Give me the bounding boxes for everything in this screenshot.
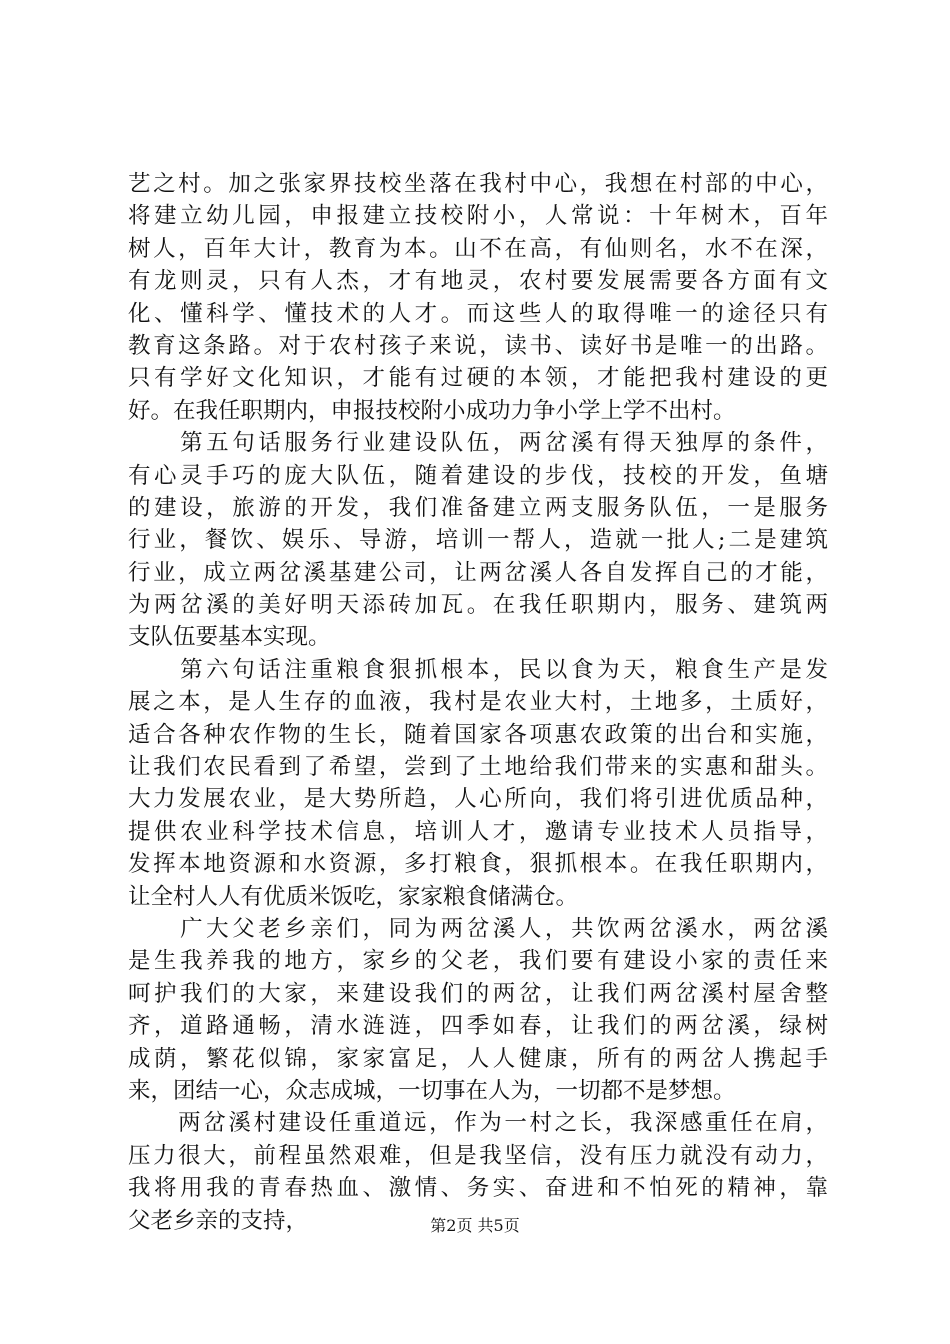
text-line: 让全村人人有优质米饭吃，家家粮食储满仓。 [128, 883, 579, 910]
text-line: 适合各种农作物的生长，随着国家各项惠农政策的出台和实施， [128, 721, 828, 748]
text-line: 好。在我任职期内，申报技校附小成功力争小学上学不出村。 [128, 397, 736, 424]
text-line: 两岔溪村建设任重道远，作为一村之长，我深感重任在肩， [128, 1110, 828, 1137]
text-line: 第五句话服务行业建设队伍，两岔溪有得天独厚的条件， [128, 430, 828, 457]
text-line: 压力很大，前程虽然艰难，但是我坚信，没有压力就没有动力， [128, 1142, 828, 1169]
text-line: 有心灵手巧的庞大队伍，随着建设的步伐，技校的开发，鱼塘 [128, 462, 828, 489]
text-line: 提供农业科学技术信息，培训人才，邀请专业技术人员指导， [128, 818, 828, 845]
text-line: 的建设，旅游的开发，我们准备建立两支服务队伍，一是服务 [128, 494, 828, 521]
text-line: 大力发展农业，是大势所趋，人心所向，我们将引进优质品种， [128, 786, 828, 813]
text-line: 广大父老乡亲们，同为两岔溪人，共饮两岔溪水，两岔溪 [128, 915, 828, 942]
text-line: 教育这条路。对于农村孩子来说，读书、读好书是唯一的出路。 [128, 332, 828, 359]
text-line: 让我们农民看到了希望，尝到了土地给我们带来的实惠和甜头。 [128, 754, 828, 781]
text-line: 齐，道路通畅，清水涟涟，四季如春，让我们的两岔溪，绿树 [128, 1013, 828, 1040]
text-line: 树人，百年大计，教育为本。山不在高，有仙则名，水不在深， [128, 235, 828, 262]
text-line: 展之本，是人生存的血液，我村是农业大村，土地多，土质好， [128, 689, 828, 716]
text-line: 成荫，繁花似锦，家家富足，人人健康，所有的两岔人携起手 [128, 1045, 828, 1072]
page-number-footer: 第2页 共5页 [430, 1216, 520, 1235]
text-line: 行业，餐饮、娱乐、导游，培训一帮人，造就一批人;二是建筑 [128, 527, 828, 554]
text-line: 呵护我们的大家，来建设我们的两岔，让我们两岔溪村屋舍整 [128, 980, 828, 1007]
text-line: 将建立幼儿园，申报建立技校附小，人常说：十年树木，百年 [128, 203, 828, 230]
text-line: 只有学好文化知识，才能有过硬的本领，才能把我村建设的更 [128, 365, 828, 392]
document-body [128, 168, 828, 1237]
text-line: 行业，成立两岔溪基建公司，让两岔溪人各自发挥自己的才能， [128, 559, 828, 586]
text-line: 艺之村。加之张家界技校坐落在我村中心，我想在村部的中心， [128, 171, 828, 197]
text-line: 是生我养我的地方，家乡的父老，我们要有建设小家的责任来 [128, 948, 828, 975]
text-line: 化、懂科学、懂技术的人才。而这些人的取得唯一的途径只有 [128, 300, 828, 327]
text-line: 支队伍要基本实现。 [128, 624, 331, 651]
text-line: 发挥本地资源和水资源，多打粮食，狠抓根本。在我任职期内， [128, 851, 828, 878]
text-line: 第六句话注重粮食狠抓根本，民以食为天，粮食生产是发 [128, 656, 828, 683]
text-line: 为两岔溪的美好明天添砖加瓦。在我任职期内，服务、建筑两 [128, 592, 828, 619]
text-line: 来，团结一心，众志成城，一切事在人为，一切都不是梦想。 [128, 1077, 736, 1104]
text-line: 我将用我的青春热血、激情、务实、奋进和不怕死的精神，靠 [128, 1175, 828, 1202]
text-line: 父老乡亲的支持， [128, 1207, 309, 1234]
text-line: 有龙则灵，只有人杰，才有地灵，农村要发展需要各方面有文 [128, 268, 828, 295]
